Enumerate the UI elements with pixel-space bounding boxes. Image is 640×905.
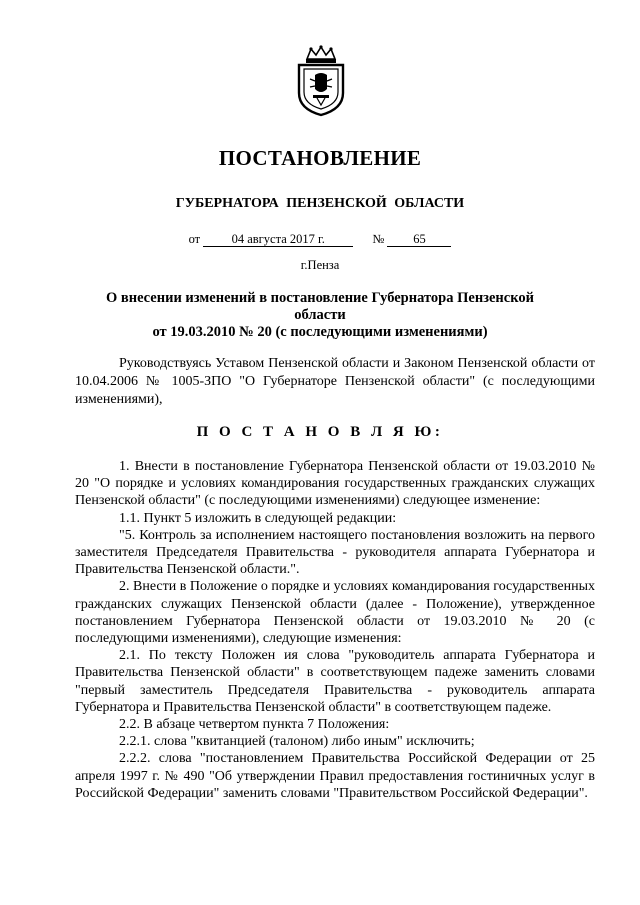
paragraph-2-1: 2.1. По тексту Положен ия слова "руководитель аппарата Губернатора и Правительства Пензенской области" в соответствующем падеже заменить словами "первый заместитель Председателя Правительства - руководитель аппарата Губернатора и Правительства Пензенской области" в соответствующем падеже. <box>75 648 595 715</box>
document-subject <box>90 290 550 341</box>
number-prefix: № <box>372 232 385 246</box>
preamble-text: Руководствуясь Уставом Пензенской области и Законом Пензенской области от 10.04.2006 № 1005-ЗПО "О Губернаторе Пензенской области" (с последующими изменениями), <box>75 356 595 407</box>
date-line <box>0 232 640 247</box>
subject-line-1: О внесении изменений в постановление Губернатора Пензенской области <box>105 290 534 323</box>
issuer-title: ГУБЕРНАТОРА ПЕНЗЕНСКОЙ ОБЛАСТИ <box>175 196 465 211</box>
paragraph-2: 2. Внести в Положение о порядке и условиях командирования государственных гражданских служащих Пензенской области (далее - Положение), утвержденное постановлением Губернатора Пензенской области от 19.03.2010 № 20 (с последующими изменениями), следующие изменения: <box>75 579 595 647</box>
paragraph-2-2-1: 2.2.1. слова "квитанцией (талоном) либо иным" исключить; <box>119 734 475 750</box>
document-number: 65 <box>387 232 451 247</box>
paragraph-1-1: 1.1. Пункт 5 изложить в следующей редакции: <box>119 510 397 526</box>
paragraph-2-2: 2.2. В абзаце четвертом пункта 7 Положения: <box>119 717 390 733</box>
paragraph-2-2-2: 2.2.2. слова "постановлением Правительства Российской Федерации от 25 апреля 1997 г. № 490 "Об утверждении Правил предоставления гостиничных услуг в Российской Федерации" заменить словами "Правительством Российской Федерации". <box>75 751 595 801</box>
subject-line-2: от 19.03.2010 № 20 (с последующими изменениями) <box>152 324 488 340</box>
document-body <box>75 458 595 802</box>
city: г.Пенза <box>300 258 340 272</box>
decree-heading: П О С Т А Н О В Л Я Ю: <box>196 424 444 440</box>
coat-of-arms-icon <box>295 45 347 117</box>
document-date: 04 августа 2017 г. <box>203 232 353 247</box>
preamble <box>75 355 595 409</box>
paragraph-1-1-text: "5. Контроль за исполнением настоящего постановления возложить на первого заместителя Председателя Правительства - руководителя аппарата Губернатора и Правительства Пензенской области.". <box>75 527 595 578</box>
paragraph-1: 1. Внести в постановление Губернатора Пензенской области от 19.03.2010 № 20 "О порядке и условиях командирования государственных гражданских служащих Пензенской области" (с последующими изменениями) следующее изменение: <box>75 459 595 509</box>
date-prefix: от <box>188 232 201 246</box>
document-type-title: ПОСТАНОВЛЕНИЕ <box>218 146 422 170</box>
